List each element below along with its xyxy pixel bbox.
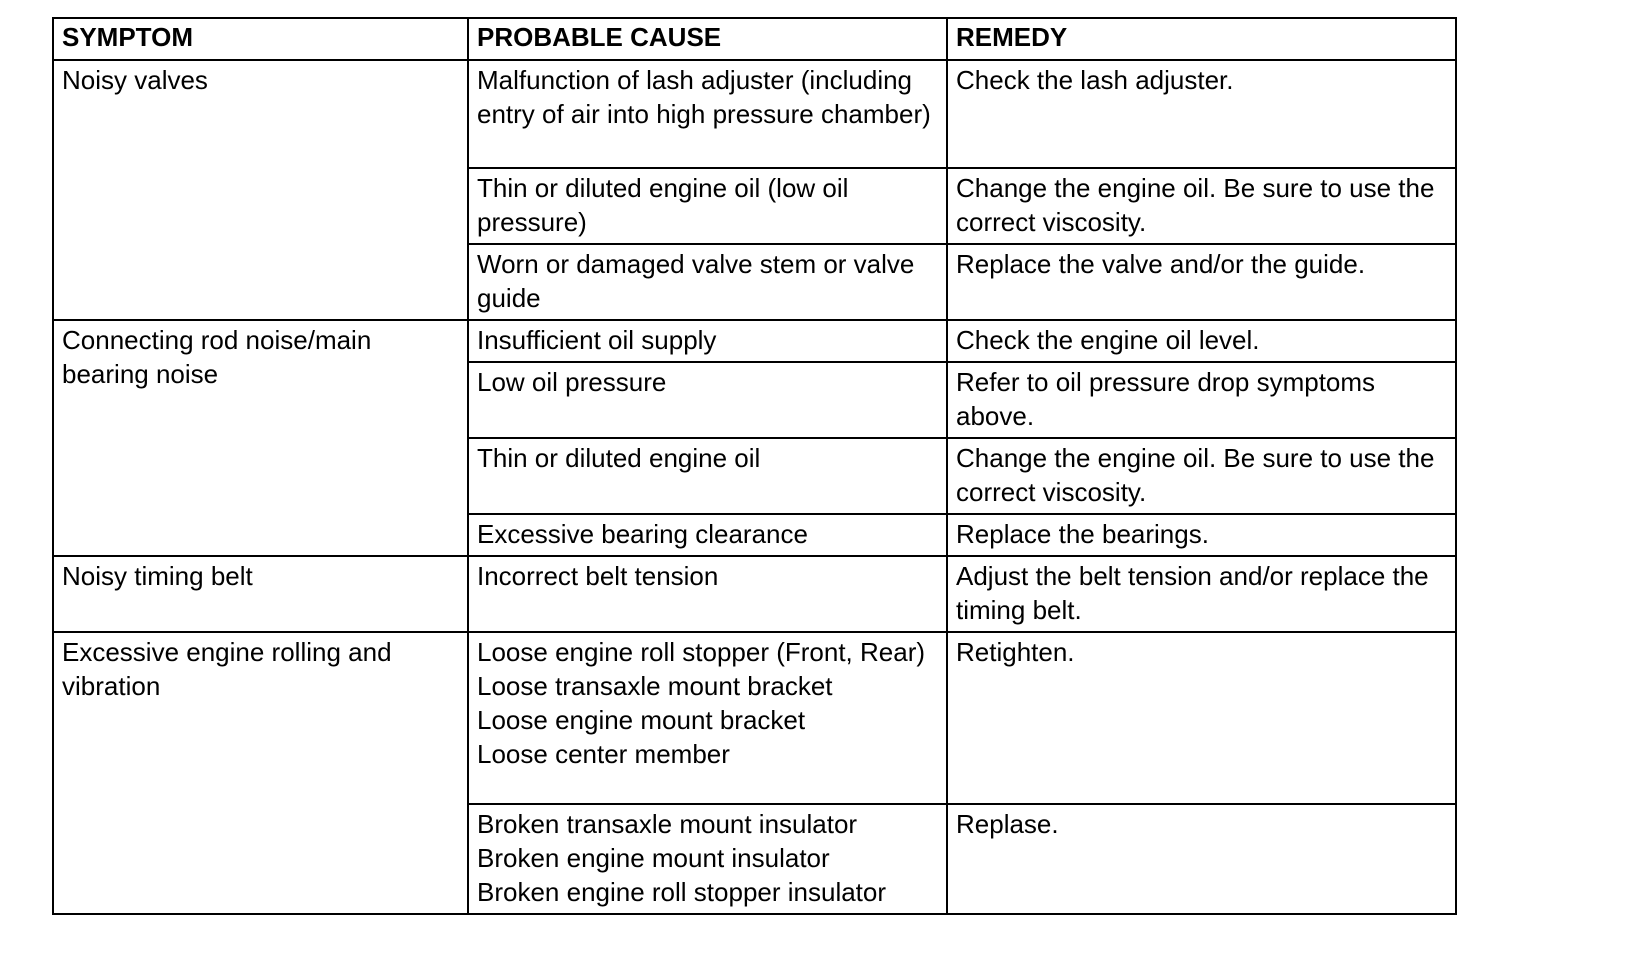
cause-cell	[468, 556, 947, 632]
cause-line: Loose engine roll stopper (Front, Rear)	[477, 637, 926, 667]
table-row	[53, 320, 1456, 362]
remedy-header: REMEDY	[947, 18, 1456, 60]
cause-cell	[468, 438, 947, 514]
cause-line: Thin or diluted engine oil (low oil pressure)	[477, 173, 849, 237]
cause-line: Broken engine roll stopper insulator	[477, 877, 887, 907]
remedy-cell: Replace the bearings.	[947, 514, 1456, 556]
cause-line: Insufficient oil supply	[477, 325, 717, 355]
table-row	[53, 556, 1456, 632]
cause-line: Incorrect belt tension	[477, 561, 719, 591]
cause-cell	[468, 60, 947, 168]
remedy-cell: Refer to oil pressure drop symptoms above.	[947, 362, 1456, 438]
cause-cell	[468, 320, 947, 362]
cause-line: Loose transaxle mount bracket	[477, 671, 833, 701]
cause-cell	[468, 168, 947, 244]
header-row	[53, 18, 1456, 60]
symptom-cell: Noisy timing belt	[53, 556, 468, 632]
symptom-header: SYMPTOM	[53, 18, 468, 60]
cause-line: Loose center member	[477, 739, 730, 769]
cause-line: Excessive bearing clearance	[477, 519, 808, 549]
table-row	[53, 60, 1456, 168]
remedy-cell: Replace the valve and/or the guide.	[947, 244, 1456, 320]
symptom-cell: Noisy valves	[53, 60, 468, 320]
remedy-cell: Check the engine oil level.	[947, 320, 1456, 362]
cause-line: Broken transaxle mount insulator	[477, 809, 858, 839]
cause-cell	[468, 804, 947, 914]
cause-cell	[468, 244, 947, 320]
cause-line: Worn or damaged valve stem or valve guide	[477, 249, 915, 313]
remedy-cell: Replase.	[947, 804, 1456, 914]
troubleshooting-table	[52, 17, 1457, 915]
remedy-cell: Retighten.	[947, 632, 1456, 804]
cause-line: Malfunction of lash adjuster (including entry of air into high pressure chamber)	[477, 65, 931, 129]
remedy-cell: Check the lash adjuster.	[947, 60, 1456, 168]
cause-line: Broken engine mount insulator	[477, 843, 830, 873]
remedy-cell: Change the engine oil. Be sure to use the correct viscosity.	[947, 168, 1456, 244]
remedy-cell: Change the engine oil. Be sure to use the correct viscosity.	[947, 438, 1456, 514]
cause-cell	[468, 632, 947, 804]
cause-cell	[468, 514, 947, 556]
probable-cause-header: PROBABLE CAUSE	[468, 18, 947, 60]
symptom-cell: Connecting rod noise/main bearing noise	[53, 320, 468, 556]
cause-cell	[468, 362, 947, 438]
cause-line: Low oil pressure	[477, 367, 667, 397]
symptom-cell: Excessive engine rolling and vibration	[53, 632, 468, 914]
cause-line: Thin or diluted engine oil	[477, 443, 761, 473]
table-row	[53, 632, 1456, 804]
remedy-cell: Adjust the belt tension and/or replace the timing belt.	[947, 556, 1456, 632]
cause-line: Loose engine mount bracket	[477, 705, 806, 735]
